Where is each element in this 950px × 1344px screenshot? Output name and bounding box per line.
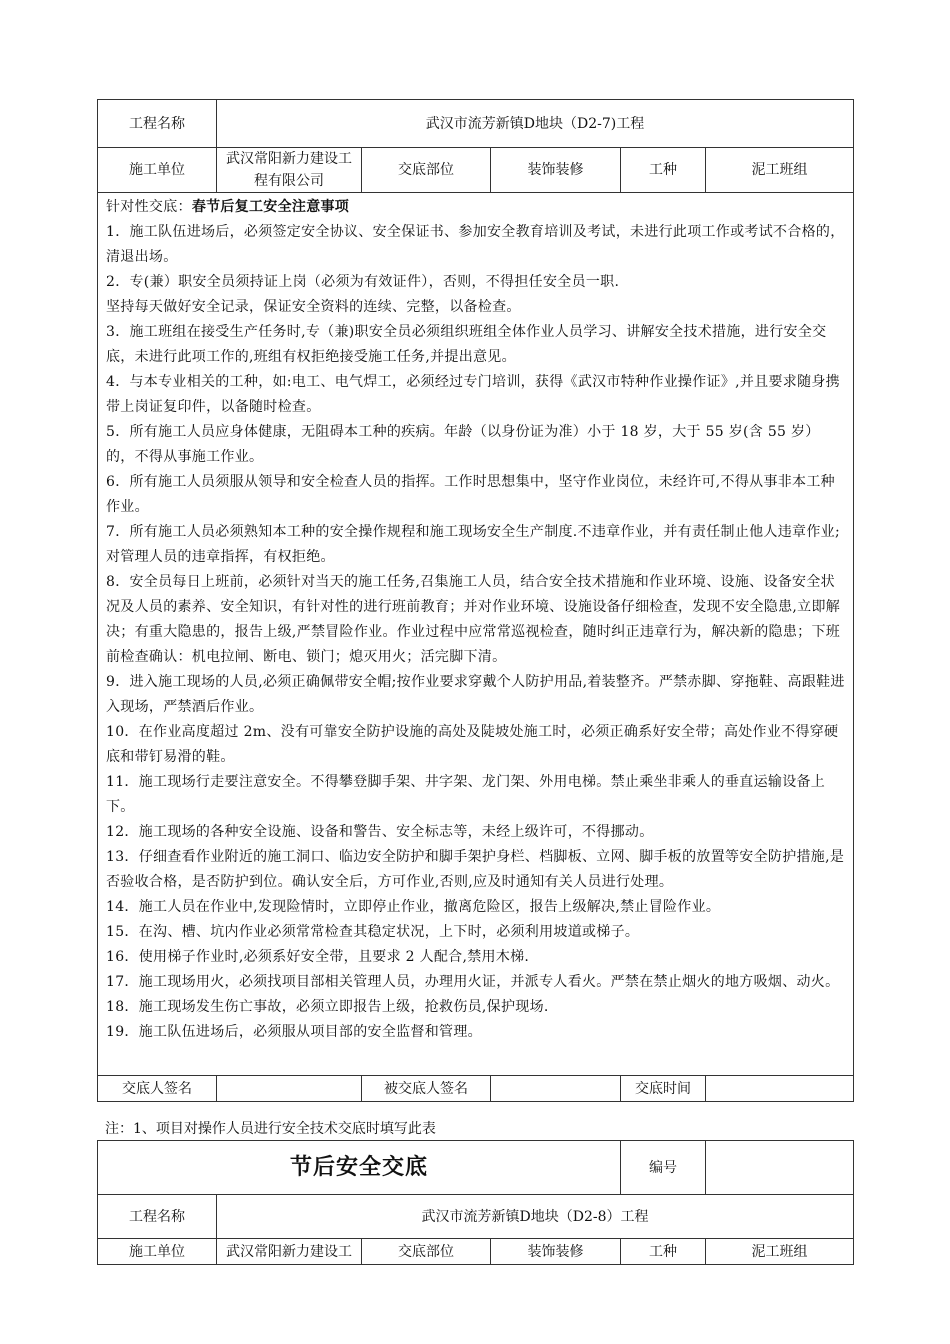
briefing-item: 1．施工队伍进场后，必须签定安全协议、安全保证书、参加安全教育培训及考试，未进行此项工作或考试不合格的，清退出场。	[106, 224, 845, 265]
number-field[interactable]	[706, 1141, 854, 1195]
safety-briefing-form-2	[97, 1140, 854, 1265]
briefing-item: 坚持每天做好安全记录，保证安全资料的连续、完整，以备检查。	[106, 299, 521, 315]
briefing-item: 14．施工人员在作业中,发现险情时，立即停止作业，撤离危险区，报告上级解决,禁止冒险作业。	[106, 899, 721, 915]
trade-label: 工种	[621, 148, 706, 193]
construction-unit-label: 施工单位	[98, 148, 217, 193]
briefing-item: 13．仔细查看作业附近的施工洞口、临边安全防护和脚手架护身栏、档脚板、立网、脚手板的放置等安全防护措施,是否验收合格，是否防护到位。确认安全后，方可作业,否则,应及时通知有关人员进行处理。	[106, 849, 845, 890]
trade-value: 泥工班组	[706, 1239, 854, 1265]
briefing-item: 5．所有施工人员应身体健康，无阻碍本工种的疾病。年龄（以身份证为准）小于 18 岁，大于 55 岁(含 55 岁）的，不得从事施工作业。	[106, 424, 820, 465]
briefing-item: 7．所有施工人员必须熟知本工种的安全操作规程和施工现场安全生产制度.不违章作业，并有责任制止他人违章作业;对管理人员的违章指挥，有权拒绝。	[106, 524, 840, 565]
safety-briefing-form-1	[97, 99, 854, 1102]
project-name-value: 武汉市流芳新镇D地块（D2-8）工程	[217, 1195, 854, 1239]
intro-title: 春节后复工安全注意事项	[191, 199, 350, 215]
briefing-time-field[interactable]	[706, 1076, 854, 1102]
briefing-item: 8．安全员每日上班前，必须针对当天的施工任务,召集施工人员，结合安全技术措施和作业环境、设施、设备安全状况及人员的素养、安全知识，有针对性的进行班前教育；并对作业环境、设施设备仔细检查，发现不安全隐患,立即解决；有重大隐患的，报告上级,严禁冒险作业。作业过程中应常常巡视检查，随时纠正违章行为，解决新的隐患；下班前检查确认：机电拉闸、断电、锁门；熄灭用火；活完脚下清。	[106, 574, 841, 665]
briefing-item: 4．与本专业相关的工种，如:电工、电气焊工，必须经过专门培训，获得《武汉市特种作业操作证》,并且要求随身携带上岗证复印件，以备随时检查。	[106, 374, 840, 415]
project-name-label: 工程名称	[98, 1195, 217, 1239]
briefing-item: 15．在沟、槽、坑内作业必须常常检查其稳定状况，上下时，必须利用坡道或梯子。	[106, 924, 640, 940]
briefing-intro	[106, 195, 847, 220]
briefing-item: 9．进入施工现场的人员,必须正确佩带安全帽;按作业要求穿戴个人防护用品,着装整齐。严禁赤脚、穿拖鞋、高跟鞋进入现场，严禁酒后作业。	[106, 674, 845, 715]
briefer-signature-label: 交底人签名	[98, 1076, 217, 1102]
form-note: 注：1、项目对操作人员进行安全技术交底时填写此表	[105, 1121, 436, 1137]
form-title: 节后安全交底	[98, 1141, 621, 1195]
briefing-item: 2．专(兼）职安全员须持证上岗（必须为有效证件），否则，不得担任安全员一职.	[106, 274, 620, 290]
briefing-item: 11．施工现场行走要注意安全。不得攀登脚手架、井字架、龙门架、外用电梯。禁止乘坐非乘人的垂直运输设备上下。	[106, 774, 826, 815]
briefing-time-label: 交底时间	[621, 1076, 706, 1102]
trade-value: 泥工班组	[706, 148, 854, 193]
construction-unit-label: 施工单位	[98, 1239, 217, 1265]
briefing-item: 6．所有施工人员须服从领导和安全检查人员的指挥。工作时思想集中，坚守作业岗位，未经许可,不得从事非本工种作业。	[106, 474, 835, 515]
briefing-part-value: 装饰装修	[491, 1239, 621, 1265]
briefer-signature-field[interactable]	[217, 1076, 362, 1102]
briefing-part-label: 交底部位	[362, 148, 491, 193]
project-name-value: 武汉市流芳新镇D地块（D2-7)工程	[217, 100, 854, 148]
number-label: 编号	[621, 1141, 706, 1195]
briefing-item: 12．施工现场的各种安全设施、设备和警告、安全标志等，未经上级许可，不得挪动。	[106, 824, 654, 840]
briefing-item: 18．施工现场发生伤亡事故，必须立即报告上级，抢救伤员,保护现场.	[106, 999, 549, 1015]
intro-label: 针对性交底：	[106, 199, 192, 215]
construction-unit-value: 武汉常阳新力建设工	[217, 1239, 362, 1265]
briefing-item: 3．施工班组在接受生产任务时,专（兼)职安全员必须组织班组全体作业人员学习、讲解安全技术措施，进行安全交底，未进行此项工作的,班组有权拒绝接受施工任务,并提出意见。	[106, 324, 827, 365]
construction-unit-value: 武汉常阳新力建设工程有限公司	[217, 148, 362, 193]
project-name-label: 工程名称	[98, 100, 217, 148]
receiver-signature-field[interactable]	[491, 1076, 621, 1102]
briefing-part-label: 交底部位	[362, 1239, 491, 1265]
briefing-item: 17．施工现场用火，必须找项目部相关管理人员，办理用火证，并派专人看火。严禁在禁止烟火的地方吸烟、动火。	[106, 974, 840, 990]
briefing-content	[98, 193, 854, 1076]
briefing-part-value: 装饰装修	[491, 148, 621, 193]
briefing-item: 10．在作业高度超过 2m、没有可靠安全防护设施的高处及陡坡处施工时，必须正确系好安全带；高处作业不得穿硬底和带钉易滑的鞋。	[106, 724, 839, 765]
briefing-item: 19．施工队伍进场后，必须服从项目部的安全监督和管理。	[106, 1024, 482, 1040]
briefing-item: 16．使用梯子作业时,必须系好安全带，且要求 2 人配合,禁用木梯.	[106, 949, 530, 965]
trade-label: 工种	[621, 1239, 706, 1265]
receiver-signature-label: 被交底人签名	[362, 1076, 491, 1102]
